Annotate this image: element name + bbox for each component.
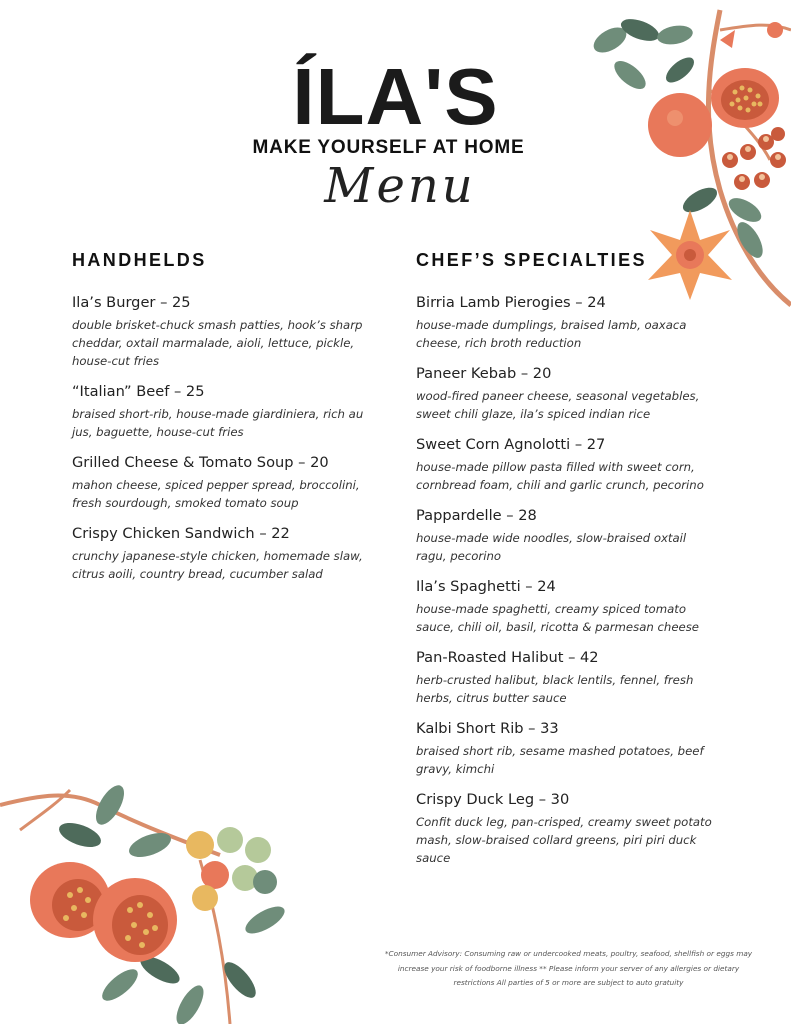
menu-item <box>416 292 716 352</box>
menu-item-description: braised short rib, sesame mashed potatoes, beef gravy, kimchi <box>416 744 704 776</box>
menu-item-description: house-made pillow pasta filled with sweet corn, cornbread foam, chili and garlic crunch, pecorino <box>416 460 704 492</box>
menu-item-name: Pan-Roasted Halibut – 42 <box>416 649 599 666</box>
menu-item-description: house-made dumplings, braised lamb, oaxaca cheese, rich broth reduction <box>416 318 687 350</box>
menu-item <box>72 452 372 512</box>
menu-item <box>72 523 372 583</box>
menu-item-name: Grilled Cheese & Tomato Soup – 20 <box>72 454 329 471</box>
menu-item-name: Crispy Chicken Sandwich – 22 <box>72 525 290 542</box>
menu-script-title: Menu <box>324 158 476 214</box>
menu-item <box>72 381 372 441</box>
section-heading-handhelds: HANDHELDS <box>72 250 207 270</box>
menu-item-description: house-made wide noodles, slow-braised oxtail ragu, pecorino <box>416 531 687 563</box>
menu-item-description: braised short-rib, house-made giardiniera, rich au jus, baguette, house-cut fries <box>72 407 364 439</box>
advisory-line: increase your risk of foodborne illness ** Please inform your server of any allergies or dietary <box>397 963 740 973</box>
advisory-line: restrictions All parties of 5 or more are subject to auto gratuity <box>453 978 684 987</box>
handhelds-section <box>72 247 372 594</box>
chefs-specialties-section <box>416 247 716 878</box>
menu-item-description: double brisket-chuck smash patties, hook’s sharp cheddar, oxtail marmalade, aioli, lettuce, pickle, house-cut fries <box>72 318 363 368</box>
section-heading-chefs-specialties: CHEF’S SPECIALTIES <box>416 250 647 270</box>
menu-item-name: Paneer Kebab – 20 <box>416 365 552 382</box>
menu-item-name: Crispy Duck Leg – 30 <box>416 791 570 808</box>
menu-item-name: “Italian” Beef – 25 <box>72 383 205 400</box>
menu-item <box>416 434 716 494</box>
menu-item <box>72 292 372 370</box>
menu-item-name: Kalbi Short Rib – 33 <box>416 720 559 737</box>
menu-item-description: Confit duck leg, pan-crisped, creamy sweet potato mash, slow-braised collard greens, piri piri duck sauce <box>416 815 712 865</box>
advisory-line: *Consumer Advisory: Consuming raw or undercooked meats, poultry, seafood, shellfish or eggs may <box>384 949 753 958</box>
menu-item <box>416 789 716 867</box>
pomegranate-branch-bottom-left-illustration <box>0 770 300 1024</box>
restaurant-name: ÍLA'S <box>292 52 499 141</box>
menu-item-description: herb-crusted halibut, black lentils, fennel, fresh herbs, citrus butter sauce <box>416 673 694 705</box>
consumer-advisory <box>372 947 765 991</box>
menu-item <box>416 505 716 565</box>
menu-item-description: wood-fired paneer cheese, seasonal vegetables, sweet chili glaze, ila’s spiced indian rice <box>416 389 700 421</box>
menu-item-name: Ila’s Spaghetti – 24 <box>416 578 556 595</box>
menu-item-description: crunchy japanese-style chicken, homemade slaw, citrus aoili, country bread, cucumber salad <box>72 549 363 581</box>
menu-item-name: Ila’s Burger – 25 <box>72 294 191 311</box>
tagline: MAKE YOURSELF AT HOME <box>252 137 525 158</box>
menu-item-description: mahon cheese, spiced pepper spread, broccolini, fresh sourdough, smoked tomato soup <box>72 478 360 510</box>
menu-item-description: house-made spaghetti, creamy spiced tomato sauce, chili oil, basil, ricotta & parmesan cheese <box>416 602 699 634</box>
menu-item-name: Sweet Corn Agnolotti – 27 <box>416 436 606 453</box>
menu-item-name: Pappardelle – 28 <box>416 507 537 524</box>
menu-item <box>416 718 716 778</box>
menu-item <box>416 576 716 636</box>
menu-item <box>416 363 716 423</box>
menu-item <box>416 647 716 707</box>
menu-item-name: Birria Lamb Pierogies – 24 <box>416 294 606 311</box>
